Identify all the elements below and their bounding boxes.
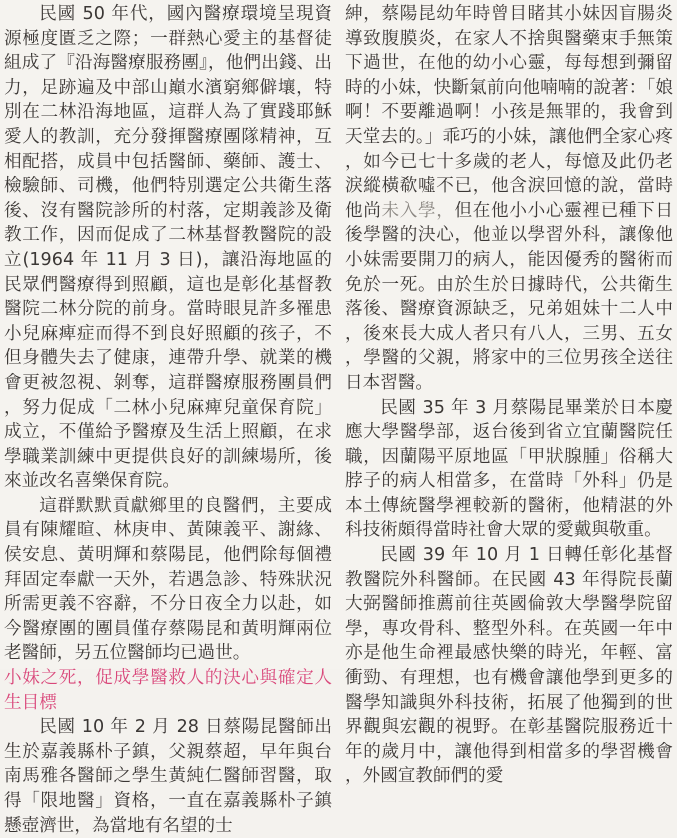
paragraph-doctors-members: 這群默默貢獻鄉里的良醫們，主要成員有陳耀暄、林庚申、黃陳義平、謝緣、侯安息、黃明輝和蔡陽昆，他們除每個禮拜固定奉獻一天外，若遇急診、特殊狀況所需更義不容辭，不分日夜全力以赴，如今醫療團的團員僅存蔡陽昆和黃明輝兩位老醫師，另五位醫師均已過世。: [4, 495, 332, 664]
paragraph-sister-death: [345, 2, 673, 396]
paragraph-changhua-transfer: 民國 39 年 10 月 1 日轉任彰化基督教醫院外科醫師。在民國 43 年得院長蘭大弼醫師推薦前往英國倫敦大學醫學院留學，專攻骨科、整型外科。在英國一年中亦是他生命裡最感快樂的時光，年輕、富衝勁、有理想，也有機會讓他學到更多的醫學知識與外科技術，拓展了他獨到的世界觀與宏觀的視野。在彰基醫院服務近十年的歲月中，讓他得到相當多的學習機會，外國宣教師們的愛: [345, 545, 673, 787]
paragraph-medical-service-team: 民國 50 年代，國內醫療環境呈現資源極度匱乏之際；一群熱心愛主的基督徒組成了『沿海醫療服務團』，他們出錢、出力，足跡遍及中部山巔水濱窮鄉僻壤，特別在二林沿海地區，這群人為了實踐耶穌愛人的教訓，充分發揮醫療團隊精神，互相配搭，成員中包括醫師、藥師、護士、檢驗師、司機，他們特別選定公共衛生落後、沒有醫院診所的村落，定期義診及衛教工作，因而促成了二林基督教醫院的設立(1964 年 11 月 3 日)，讓沿海地區的民眾們醫療得到照顧，這也是彰化基督教醫院二林分院的前身。當時眼見許多罹患小兒麻痺症而得不到良好照顧的孩子，不但身體失去了健康，連帶升學、就業的機會更被忽視、剝奪，這群醫療服務團員們，努力促成「二林小兒麻痺兒童保育院」成立，不僅給予醫療及生活上照顧，在求學職業訓練中更提供良好的訓練場所，後來並改名喜樂保育院。: [4, 4, 332, 492]
paragraph-birth-background: 民國 10 年 2 月 28 日蔡陽昆醫師出生於嘉義縣朴子鎮，父親蔡超，早年與台南馬雅各醫師之學生黃純仁醫師習醫，取得「限地醫」資格，一直在嘉義縣朴子鎮懸壺濟世，為當地有名望的士: [4, 717, 332, 836]
left-column: [4, 2, 332, 838]
sister-story-text: 紳，蔡陽昆幼年時曾目睹其小妹因盲腸炎導致腹膜炎，在家人不捨與醫藥束手無策下過世，在他的幼小心靈，每每想到彌留時的小妹，快斷氣前向他喃喃的說著：「娘啊！不要離過啊！小孩是無罪的，我會到天堂去的。」乖巧的小妹，讓他們全家心疼，如今已七十多歲的老人，每憶及此仍老淚縱橫欷噓不已，他含淚回憶的說，當時他尚: [345, 4, 673, 221]
faded-text: 未入學，: [381, 200, 455, 221]
section-heading: 小妹之死，促成學醫救人的決心與確定人生目標: [4, 668, 332, 713]
paragraph-keio-graduation: 民國 35 年 3 月蔡陽昆畢業於日本慶應大學醫學部，返台後到省立宜蘭醫院任職，因蘭陽平原地區「甲狀腺腫」俗稱大脖子的病人相當多，在當時「外科」仍是本土傳統醫學裡較新的醫術，他精湛的外科技術頗得當時社會大眾的愛戴與敬重。: [345, 397, 673, 541]
right-column: [345, 2, 673, 789]
sister-story-rest: 但在他小小心靈裡已種下日後學醫的決心，他並以學習外科，讓像他小妹需要開刀的病人，能因優秀的醫術而免於一死。由於生於日據時代，公共衛生落後、醫療資源缺乏，兄弟姐妹十二人中，後來長大成人者只有八人，三男、五女，學醫的父親，將家中的三位男孩全送往日本習醫。: [345, 200, 673, 393]
